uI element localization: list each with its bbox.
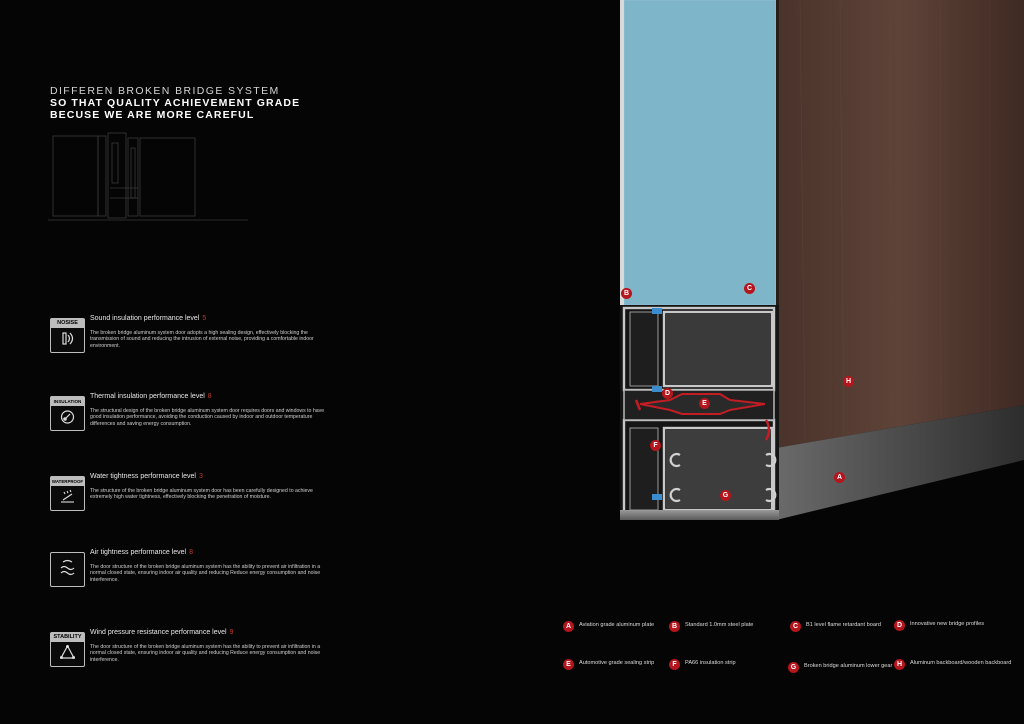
feature-description: The structure of the broken bridge aluminum system door has been carefully designed to achieve extremely high water tightness, effectively blocking the penetration of moisture.: [90, 488, 313, 501]
feature-description: The structural design of the broken bridge aluminum system door requires doors and windows to have good insulation performance, avoiding the conduction caused by indoor and outdoor temperature differences and saving energy consumption.: [90, 408, 325, 427]
marker-g: G: [720, 490, 731, 501]
marker-a: A: [834, 472, 845, 483]
feature-level: 8: [189, 549, 194, 556]
marker-f: F: [650, 440, 661, 451]
feature-level: 8: [207, 393, 212, 400]
sound-icon: [50, 318, 85, 353]
feature-title: Sound insulation performance level: [90, 315, 200, 322]
triangle-stability-icon: [50, 632, 85, 667]
profile-sketch: [48, 128, 248, 223]
marker-d: D: [662, 388, 673, 399]
icon-tag: STABILITY: [51, 633, 84, 642]
feature-description: The door structure of the broken bridge aluminum system has the ability to prevent air infiltration in a normal closed state, ensuring indoor air quality and reducing Reduce energy consumption and noise interference.: [90, 564, 321, 583]
wind-waves-icon: [50, 552, 85, 587]
feature-level: 9: [229, 629, 234, 636]
headline-line-1: DIFFEREN BROKEN BRIDGE SYSTEM: [50, 85, 280, 97]
headline-line-3: BECUSE WE ARE MORE CAREFUL: [50, 109, 255, 121]
marker-b: B: [621, 288, 632, 299]
feature-air: [50, 549, 340, 592]
icon-tag: INSULATION: [51, 397, 84, 406]
icon-tag: NOSISE: [51, 319, 84, 328]
feature-level: 3: [198, 473, 203, 480]
feature-title: Thermal insulation performance level: [90, 393, 205, 400]
door-cross-section: [600, 0, 1024, 530]
feature-title: Water tightness performance level: [90, 473, 196, 480]
feature-sound: [50, 315, 340, 358]
feature-description: The broken bridge aluminum system door adopts a high sealing design, effectively blocking the transmission of sound and reducing the intrusion of external noise, providing a comfortable indoor environment.: [90, 330, 314, 349]
marker-h: H: [843, 376, 854, 387]
feature-title: Air tightness performance level: [90, 549, 187, 556]
icon-tag: WATERPROOF: [51, 479, 84, 484]
feature-level: 5: [202, 315, 207, 322]
thermometer-icon: [50, 396, 85, 431]
waterproof-icon: [50, 476, 85, 511]
feature-thermal: [50, 393, 340, 436]
headline-line-2: SO THAT QUALITY ACHIEVEMENT GRADE: [50, 97, 301, 109]
feature-water: [50, 473, 340, 516]
feature-description: The door structure of the broken bridge aluminum system has the ability to prevent air infiltration in a normal closed state, ensuring indoor air quality and reducing Reduce energy consumption and noise interference.: [90, 644, 321, 663]
feature-wind-pressure: [50, 629, 340, 672]
flame-retardant-board: [624, 0, 776, 305]
marker-e: E: [699, 398, 710, 409]
marker-c: C: [744, 283, 755, 294]
feature-title: Wind pressure resistance performance level: [90, 629, 227, 636]
wood-backboard: [776, 0, 1024, 448]
